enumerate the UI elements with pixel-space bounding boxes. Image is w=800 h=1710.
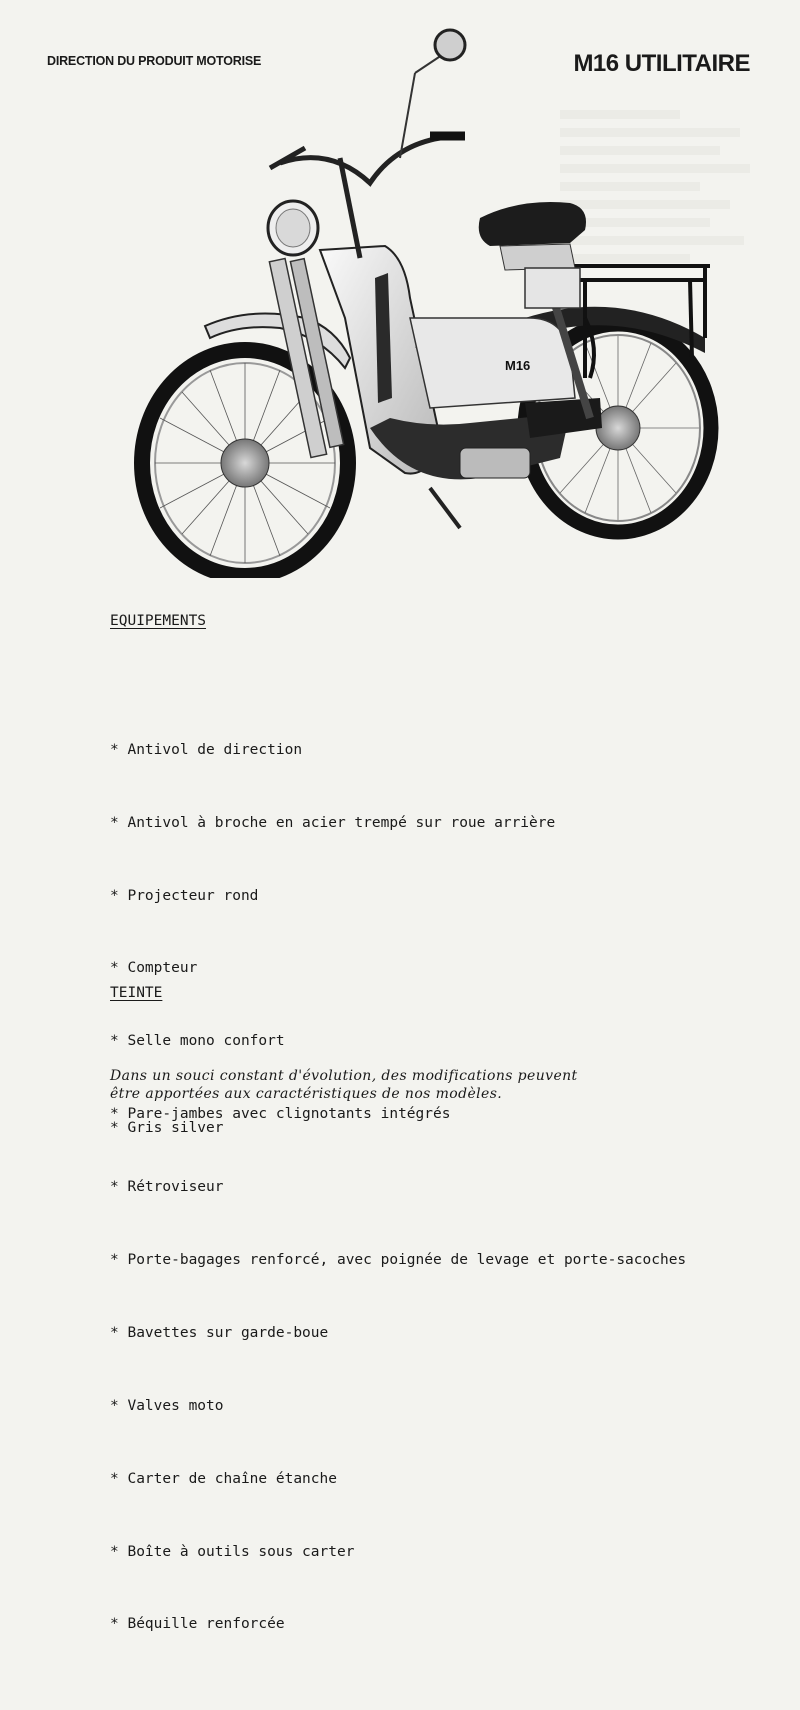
footer-line: Dans un souci constant d'évolution, des modifications peuvent (110, 1068, 578, 1084)
moped-photo (130, 18, 730, 578)
list-item: * Gris silver (110, 1119, 224, 1136)
footer-line: être apportées aux caractéristiques de nos modèles. (110, 1085, 503, 1102)
list-item: * Selle mono confort (110, 1033, 285, 1050)
list-item: * Compteur (110, 960, 198, 977)
list-item: * Projecteur rond (110, 887, 259, 904)
document-header-left: DIRECTION DU PRODUIT MOTORISE (47, 54, 262, 68)
list-item: * Antivol de direction (110, 741, 303, 758)
footer-disclaimer (110, 1068, 578, 1103)
equipment-title: EQUIPEMENTS (110, 612, 207, 629)
list-item: * Boîte à outils sous carter (110, 1543, 355, 1560)
color-title: TEINTE (110, 984, 163, 1001)
list-item: * Antivol à broche en acier trempé sur roue arrière (110, 814, 556, 831)
list-item: * Béquille renforcée (110, 1616, 285, 1633)
document-model-title: M16 UTILITAIRE (573, 50, 750, 77)
seat (479, 202, 586, 246)
list-item: * Porte-bagages renforcé, avec poignée de levage et porte-sacoches (110, 1252, 687, 1269)
model-plate: M16 (505, 358, 531, 373)
list-item: * Valves moto (110, 1397, 224, 1414)
list-item: * Bavettes sur garde-boue (110, 1324, 329, 1341)
list-item: * Pare-jambes avec clignotants intégrés (110, 1106, 451, 1123)
list-item: * Carter de chaîne étanche (110, 1470, 337, 1487)
headlight (268, 201, 318, 255)
list-item: * Rétroviseur (110, 1179, 224, 1196)
